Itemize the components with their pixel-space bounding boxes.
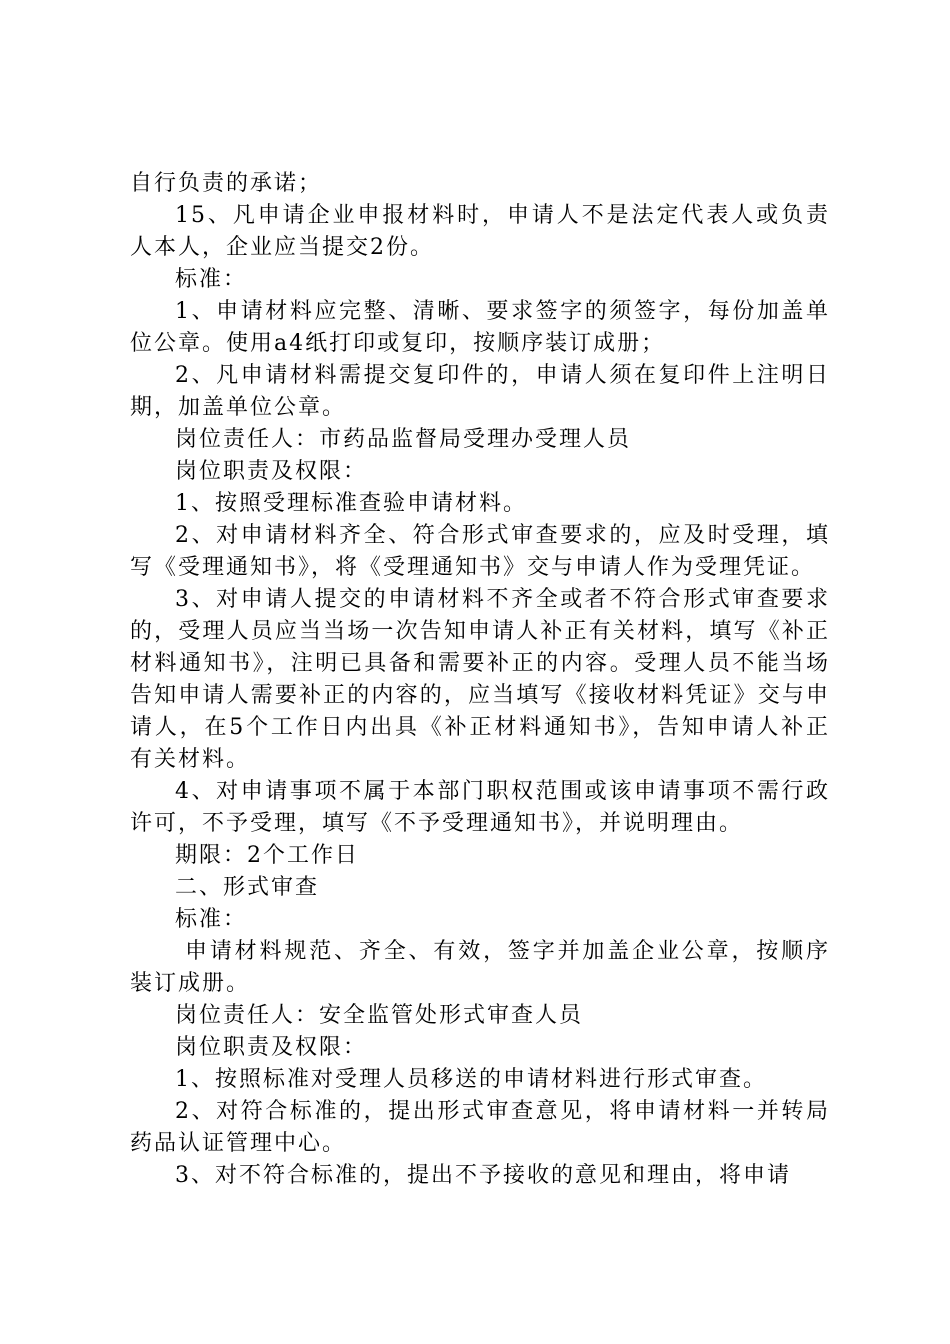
paragraph-review-duty-3: 3、对不符合标准的，提出不予接收的意见和理由，将申请 xyxy=(175,1163,791,1188)
section-label-duties: 岗位职责及权限： xyxy=(175,459,368,484)
paragraph-review-standard: 申请材料规范、齐全、有效，签字并加盖企业公章，按顺序装订成册。 xyxy=(130,939,830,996)
section-heading-formal-review: 二、形式审查 xyxy=(175,875,320,900)
document-page xyxy=(130,168,830,1192)
paragraph-review-duty-1: 1、按照标准对受理人员移送的申请材料进行形式审查。 xyxy=(175,1067,767,1092)
paragraph-item-15: 15、凡申请企业申报材料时，申请人不是法定代表人或负责人本人，企业应当提交2份。 xyxy=(130,203,830,260)
paragraph-continuation: 自行负责的承诺； xyxy=(130,171,323,196)
section-label-standard: 标准： xyxy=(175,267,248,292)
paragraph-standard-1: 1、申请材料应完整、清晰、要求签字的须签字，每份加盖单位公章。使用a4纸打印或复印，按顺序装订成册； xyxy=(130,299,830,356)
paragraph-review-duty-2: 2、对符合标准的，提出形式审查意见，将申请材料一并转局药品认证管理中心。 xyxy=(130,1099,830,1156)
paragraph-responsible-person-2: 岗位责任人：安全监管处形式审查人员 xyxy=(175,1003,584,1028)
section-label-duties-2: 岗位职责及权限： xyxy=(175,1035,368,1060)
paragraph-duty-1: 1、按照受理标准查验申请材料。 xyxy=(175,491,527,516)
section-label-standard-2: 标准： xyxy=(175,907,248,932)
paragraph-duty-2: 2、对申请材料齐全、符合形式审查要求的，应及时受理，填写《受理通知书》，将《受理通知书》交与申请人作为受理凭证。 xyxy=(130,523,830,580)
paragraph-time-limit: 期限：2个工作日 xyxy=(175,843,359,868)
paragraph-standard-2: 2、凡申请材料需提交复印件的，申请人须在复印件上注明日期，加盖单位公章。 xyxy=(130,363,830,420)
paragraph-duty-4: 4、对申请事项不属于本部门职权范围或该申请事项不需行政许可，不予受理，填写《不予受理通知书》，并说明理由。 xyxy=(130,779,830,836)
paragraph-duty-3: 3、对申请人提交的申请材料不齐全或者不符合形式审查要求的，受理人员应当当场一次告知申请人补正有关材料，填写《补正材料通知书》，注明已具备和需要补正的内容。受理人员不能当场告知申请人需要补正的内容的，应当填写《接收材料凭证》交与申请人，在5个工作日内出具《补正材料通知书》，告知申请人补正有关材料。 xyxy=(130,587,830,772)
paragraph-responsible-person: 岗位责任人：市药品监督局受理办受理人员 xyxy=(175,427,632,452)
